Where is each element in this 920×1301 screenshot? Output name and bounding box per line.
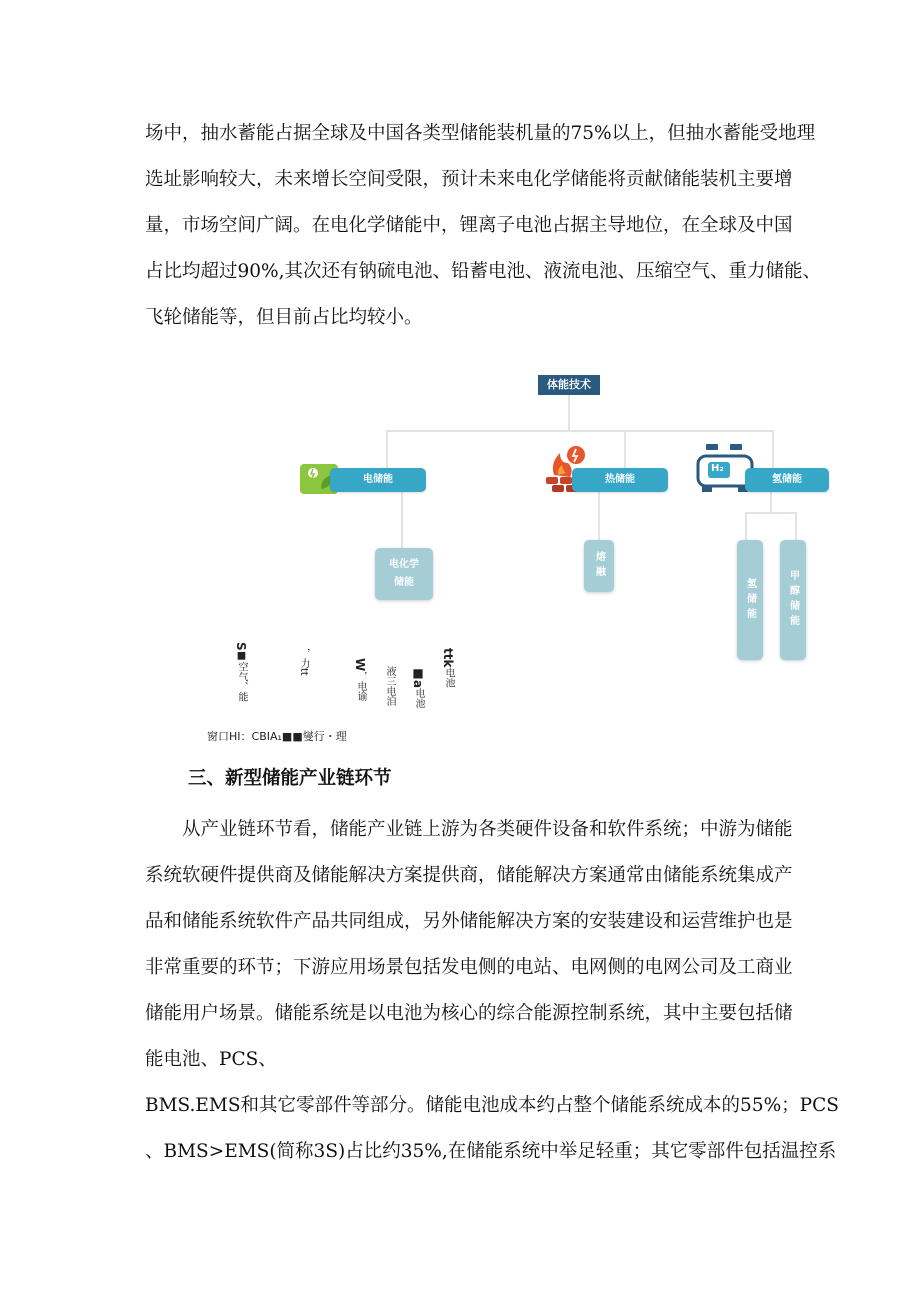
- leaf-head: ■a: [411, 666, 425, 689]
- text-line: 占比均超过90%,其次还有钠硫电池、铅蓄电池、液流电池、压缩空气、重力储能、: [145, 261, 822, 282]
- leaf-head: S: [234, 642, 248, 651]
- leaf-lithium-battery: [441, 648, 455, 687]
- leaf-mark: ■: [236, 650, 247, 662]
- leaf-tail: 空气、能: [236, 661, 247, 702]
- paragraph-industry-chain: [145, 807, 857, 1175]
- node-heat-storage: [572, 468, 668, 492]
- text-line: 品和储能系统软件产品共同组成，另外储能解决方案的安装建设和运营维护也是: [145, 911, 793, 932]
- leaf-flywheel: [353, 658, 367, 701]
- node-heat-label: 热储能: [605, 474, 635, 485]
- text-line: 从产业链环节看，储能产业链上游为各类硬件设备和软件系统；中游为储能: [182, 819, 793, 840]
- leaf-head: ttk: [441, 648, 455, 668]
- leaf-gravity: [296, 648, 310, 676]
- diagram-root-node: 体能技术: [538, 375, 600, 395]
- storage-tech-diagram: [0, 360, 920, 750]
- node-electrochemical-label: 电化学储能: [389, 559, 419, 588]
- text-line: BMS.EMS和其它零部件等部分。储能电池成本约占整个储能系统成本的55%；PCS: [145, 1095, 839, 1116]
- connector: [386, 430, 388, 468]
- node-hydrogen-sub: [737, 540, 763, 660]
- node-methanol: [780, 540, 806, 660]
- connector: [624, 430, 626, 468]
- leaf-tail: 电池: [413, 688, 424, 709]
- section-heading: 三、新型储能产业链环节: [188, 768, 392, 789]
- leaf-tail: 电池: [443, 667, 454, 688]
- text-line: 系统软硬件提供商及储能解决方案提供商，储能解决方案通常由储能系统集成产: [145, 865, 793, 886]
- node-electric-label: 电储能: [363, 474, 393, 485]
- text-line: 能电池、PCS、: [145, 1049, 277, 1070]
- connector: [401, 492, 403, 548]
- text-line: 场中，抽水蓄能占据全球及中国各类型储能装机量的75%以上，但抽水蓄能受地理: [145, 123, 816, 144]
- connector: [598, 492, 600, 540]
- leaf-text: 液三电洎: [384, 666, 395, 706]
- text-line: 选址影响较大，未来增长空间受限，预计未来电化学储能将贡献储能装机主要增: [145, 169, 793, 190]
- paragraph-storage-share: [145, 111, 857, 341]
- leaf-tail: ，电谕: [355, 671, 366, 702]
- node-hydrogen-storage: [745, 468, 829, 492]
- text-line: 、BMS>EMS(简称3S)占比约35%,在储能系统中举足轻重；其它零部件包括温控系: [145, 1141, 837, 1162]
- node-electric-storage: [330, 468, 426, 492]
- connector: [745, 512, 747, 540]
- leaf-lead-battery: [411, 666, 425, 708]
- node-hydrogen-sub-label: 氢储能: [744, 577, 756, 623]
- leaf-text: ，力tt: [298, 648, 309, 676]
- text-line: 非常重要的环节；下游应用场景包括发电侧的电站、电网侧的电网公司及工商业: [145, 957, 793, 978]
- node-electrochemical: [375, 548, 433, 600]
- connector: [795, 512, 797, 540]
- connector: [770, 492, 772, 514]
- connector: [745, 512, 797, 514]
- leaf-flow-battery: [382, 666, 396, 706]
- text-line: 量，市场空间广阔。在电化学储能中，锂离子电池占据主导地位，在全球及中国: [145, 215, 793, 236]
- text-line: 飞轮储能等，但目前占比均较小。: [145, 307, 423, 328]
- connector: [772, 430, 774, 468]
- h2-badge: H₂: [711, 463, 724, 474]
- diagram-source: 窗口HI：CBIA₁■■燮行・理: [207, 730, 347, 743]
- connector: [568, 395, 570, 431]
- node-methanol-label: 甲醇储能: [787, 570, 799, 630]
- node-molten: [584, 540, 614, 592]
- text-line: 储能用户场景。储能系统是以电池为核心的综合能源控制系统，其中主要包括储: [145, 1003, 793, 1024]
- leaf-head: W: [353, 658, 367, 672]
- node-hydrogen-label: 氢储能: [772, 474, 802, 485]
- node-molten-label: 熔融: [593, 551, 605, 581]
- leaf-compressed-air: [234, 642, 248, 702]
- connector: [386, 430, 774, 432]
